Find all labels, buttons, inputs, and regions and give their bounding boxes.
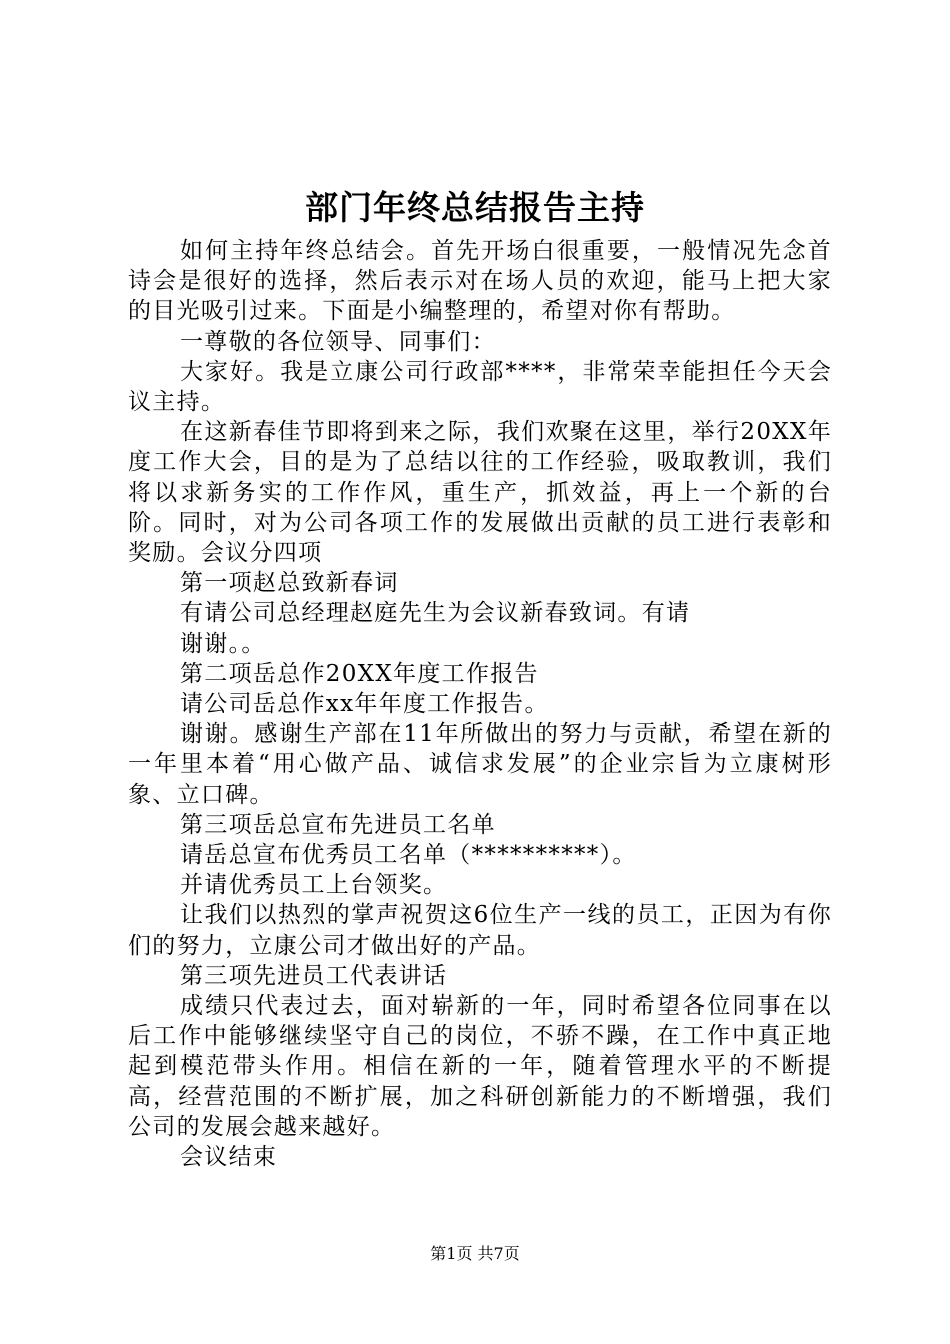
paragraph-opening: 在这新春佳节即将到来之际，我们欢聚在这里，举行20XX年度工作大会，目的是为了总结以往的工作经验，吸取教训，我们将以求新务实的工作作风，重生产，抓效益，再上一个新的台阶。同时，对为公司各项工作的发展做出贡献的员工进行表彰和奖励。会议分四项 bbox=[128, 419, 832, 567]
paragraph-item-three: 第三项岳总宣布先进员工名单 bbox=[180, 811, 496, 838]
paragraph-closing-speech: 成绩只代表过去，面对崭新的一年，同时希望各位同事在以后工作中能够继续坚守自己的岗位，不骄不躁，在工作中真正地起到模范带头作用。相信在新的一年，随着管理水平的不断提高，经营范围的不断扩展，加之科研创新能力的不断增强，我们公司的发展会越来越好。 bbox=[128, 993, 832, 1140]
paragraph-thanks-2: 谢谢。感谢生产部在11年所做出的努力与贡献，希望在新的一年里本着“用心做产品、诚信求发展”的企业宗旨为立康树形象、立口碑。 bbox=[128, 721, 832, 808]
paragraph-salutation: 一尊敬的各位领导、同事们： bbox=[180, 328, 496, 355]
page-number: 第1页 共7页 bbox=[430, 1244, 520, 1263]
paragraph-item-four: 第三项先进员工代表讲话 bbox=[180, 962, 448, 989]
document-body bbox=[128, 236, 832, 1172]
paragraph-thanks-1: 谢谢。。 bbox=[180, 630, 266, 657]
paragraph-invite-yue: 请公司岳总作xx年年度工作报告。 bbox=[180, 691, 549, 718]
paragraph-applause: 让我们以热烈的掌声祝贺这6位生产一线的员工，正因为有你们的努力，立康公司才做出好的产品。 bbox=[128, 902, 832, 959]
paragraph-greeting: 大家好。我是立康公司行政部****，非常荣幸能担任今天会议主持。 bbox=[128, 358, 832, 416]
paragraph-announce-list: 请岳总宣布优秀员工名单（**********）。 bbox=[180, 842, 637, 869]
paragraph-award: 并请优秀员工上台领奖。 bbox=[180, 872, 448, 899]
paragraph-intro: 如何主持年终总结会。首先开场白很重要，一般情况先念首诗会是很好的选择，然后表示对在场人员的欢迎，能马上把大家的目光吸引过来。下面是小编整理的，希望对你有帮助。 bbox=[128, 238, 832, 325]
paragraph-meeting-end: 会议结束 bbox=[180, 1144, 278, 1171]
document-title: 部门年终总结报告主持 bbox=[305, 188, 645, 227]
paragraph-item-one: 第一项赵总致新春词 bbox=[180, 570, 399, 597]
paragraph-item-two: 第二项岳总作20XX年度工作报告 bbox=[180, 660, 539, 687]
paragraph-invite-zhao: 有请公司总经理赵庭先生为会议新春致词。有请 bbox=[180, 600, 691, 627]
